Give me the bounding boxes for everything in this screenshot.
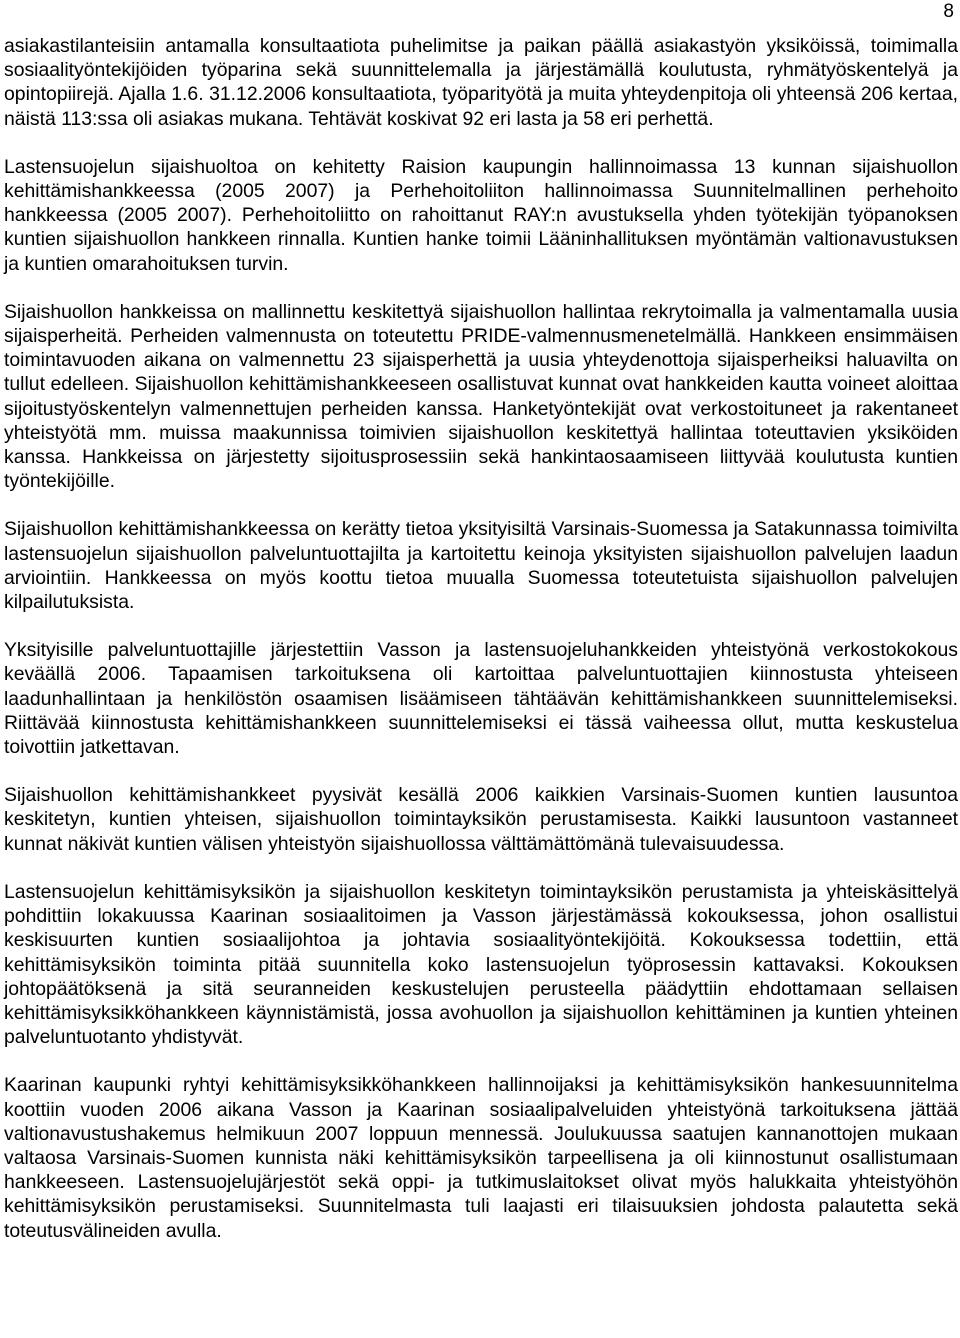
paragraph: Lastensuojelun sijaishuoltoa on kehitetty Raision kaupungin hallinnoimassa 13 kunnan sijaishuollon kehittämishankkeessa (2005 2007) ja Perhehoitoliiton hallinnoimassa Suunnitelmallinen perhehoito hankkeessa (2005 2007). Perhehoitoliitto on rahoittanut RAY:n avustuksella yhden työtekijän työpanoksen kuntien sijaishuollon hankkeen rinnalla. Kuntien hanke toimii Lääninhallituksen myöntämän valtionavustuksen ja kuntien omarahoituksen turvin. <box>4 155 958 275</box>
document-body <box>4 34 958 1243</box>
paragraph: asiakastilanteisiin antamalla konsultaatiota puhelimitse ja paikan päällä asiakastyön yksiköissä, toimimalla sosiaalityöntekijöiden työparina sekä suunnittelemalla ja järjestämällä koulutusta, ryhmätyöskentelyä ja opintopiirejä. Ajalla 1.6. 31.12.2006 konsultaatiota, työparityötä ja muita yhteydenpitoja oli yhteensä 206 kertaa, näistä 113:ssa oli asiakas mukana. Tehtävät koskivat 92 eri lasta ja 58 eri perhettä. <box>4 35 958 130</box>
paragraph: Yksityisille palveluntuottajille järjestettiin Vasson ja lastensuojeluhankkeiden yhteistyönä verkostokokous keväällä 2006. Tapaamisen tarkoituksena oli kartoittaa palveluntuottajien kiinnostusta yhteiseen laadunhallintaan ja henkilöstön osaamisen lisäämiseen tähtäävän kehittämishankkeen suunnittelemiseksi. Riittävää kiinnostusta kehittämishankkeen suunnittelemiseksi ei tässä vaiheessa ollut, mutta keskustelua toivottiin jatkettavan. <box>4 639 958 759</box>
paragraph: Sijaishuollon kehittämishankkeessa on kerätty tietoa yksityisiltä Varsinais-Suomessa ja Satakunnassa toimivilta lastensuojelun sijaishuollon palveluntuottajilta ja kartoitettu keinoja yksityisten sijaishuollon palvelujen laadun arviointiin. Hankkeessa on myös koottu tietoa muualla Suomessa toteutetuista sijaishuollon palvelujen kilpailutuksista. <box>4 518 958 614</box>
paragraph: Lastensuojelun kehittämisyksikön ja sijaishuollon keskitetyn toimintayksikön perustamista ja yhteiskäsittelyä pohdittiin lokakuussa Kaarinan sosiaalitoimen ja Vasson järjestämässä kokouksessa, johon osallistui keskisuurten kuntien sosiaalijohtoa ja johtavia sosiaalityöntekijöitä. Kokouksessa todettiin, että kehittämisyksikön toiminta pitää suunnitella koko lastensuojelun työprosessin kattavaksi. Kokouksen johtopäätöksenä ja sitä seuranneiden keskustelujen perusteella päädyttiin ehdottamaan sellaisen kehittämisyksikköhankkeen käynnistämistä, jossa avohuollon ja sijaishuollon kehittäminen ja kuntien yhteinen palveluntuotanto yhdistyvät. <box>4 880 958 1049</box>
paragraph: Kaarinan kaupunki ryhtyi kehittämisyksikköhankkeen hallinnoijaksi ja kehittämisyksikön hankesuunnitelma koottiin vuoden 2006 aikana Vasson ja Kaarinan sosiaalipalveluiden yhteistyönä tarkoituksena jättää valtionavustushakemus helmikuun 2007 loppuun mennessä. Joulukuussa saatujen kannanottojen mukaan valtaosa Varsinais-Suomen kunnista näki kehittämisyksikön tarpeellisena ja oli kiinnostunut osallistumaan hankkeeseen. Lastensuojelujärjestöt sekä oppi- ja tutkimuslaitokset olivat myös halukkaita yhteistyöhön kehittämisyksikön perustamiseksi. Suunnitelmasta tuli laajasti eri tilaisuuksien johdosta palautetta sekä toteutusvälineiden avulla. <box>4 1074 958 1242</box>
paragraph: Sijaishuollon kehittämishankkeet pyysivät kesällä 2006 kaikkien Varsinais-Suomen kuntien lausuntoa keskitetyn, kuntien yhteisen, sijaishuollon toimintayksikön perustamisesta. Kaikki lausuntoon vastanneet kunnat näkivät kuntien välisen yhteistyön sijaishuollossa välttämättömänä tulevaisuudessa. <box>4 784 958 855</box>
page-number: 8 <box>943 1 954 22</box>
paragraph: Sijaishuollon hankkeissa on mallinnettu keskitettyä sijaishuollon hallintaa rekrytoimalla ja valmentamalla uusia sijaisperheitä. Perheiden valmennusta on toteutettu PRIDE-valmennusmenetelmällä. Hankkeen ensimmäisen toimintavuoden aikana on valmennettu 23 sijaisperhettä ja uusia yhteydenottoja sijaisperheiksi haluavilta on tullut edelleen. Sijaishuollon kehittämishankkeeseen osallistuvat kunnat ovat hankkeiden kautta voineet aloittaa sijoitustyöskentelyn valmennettujen perheiden kanssa. Hanketyöntekijät ovat verkostoituneet ja rakentaneet yhteistyötä mm. muissa maakunnissa toimivien sijaishuollon keskitettyä hallintaa toteuttavien yksiköiden kanssa. Hankkeissa on järjestetty sijoitusprosessiin sekä hankintaosaamiseen liittyvää koulutusta kuntien työntekijöille. <box>4 300 958 493</box>
